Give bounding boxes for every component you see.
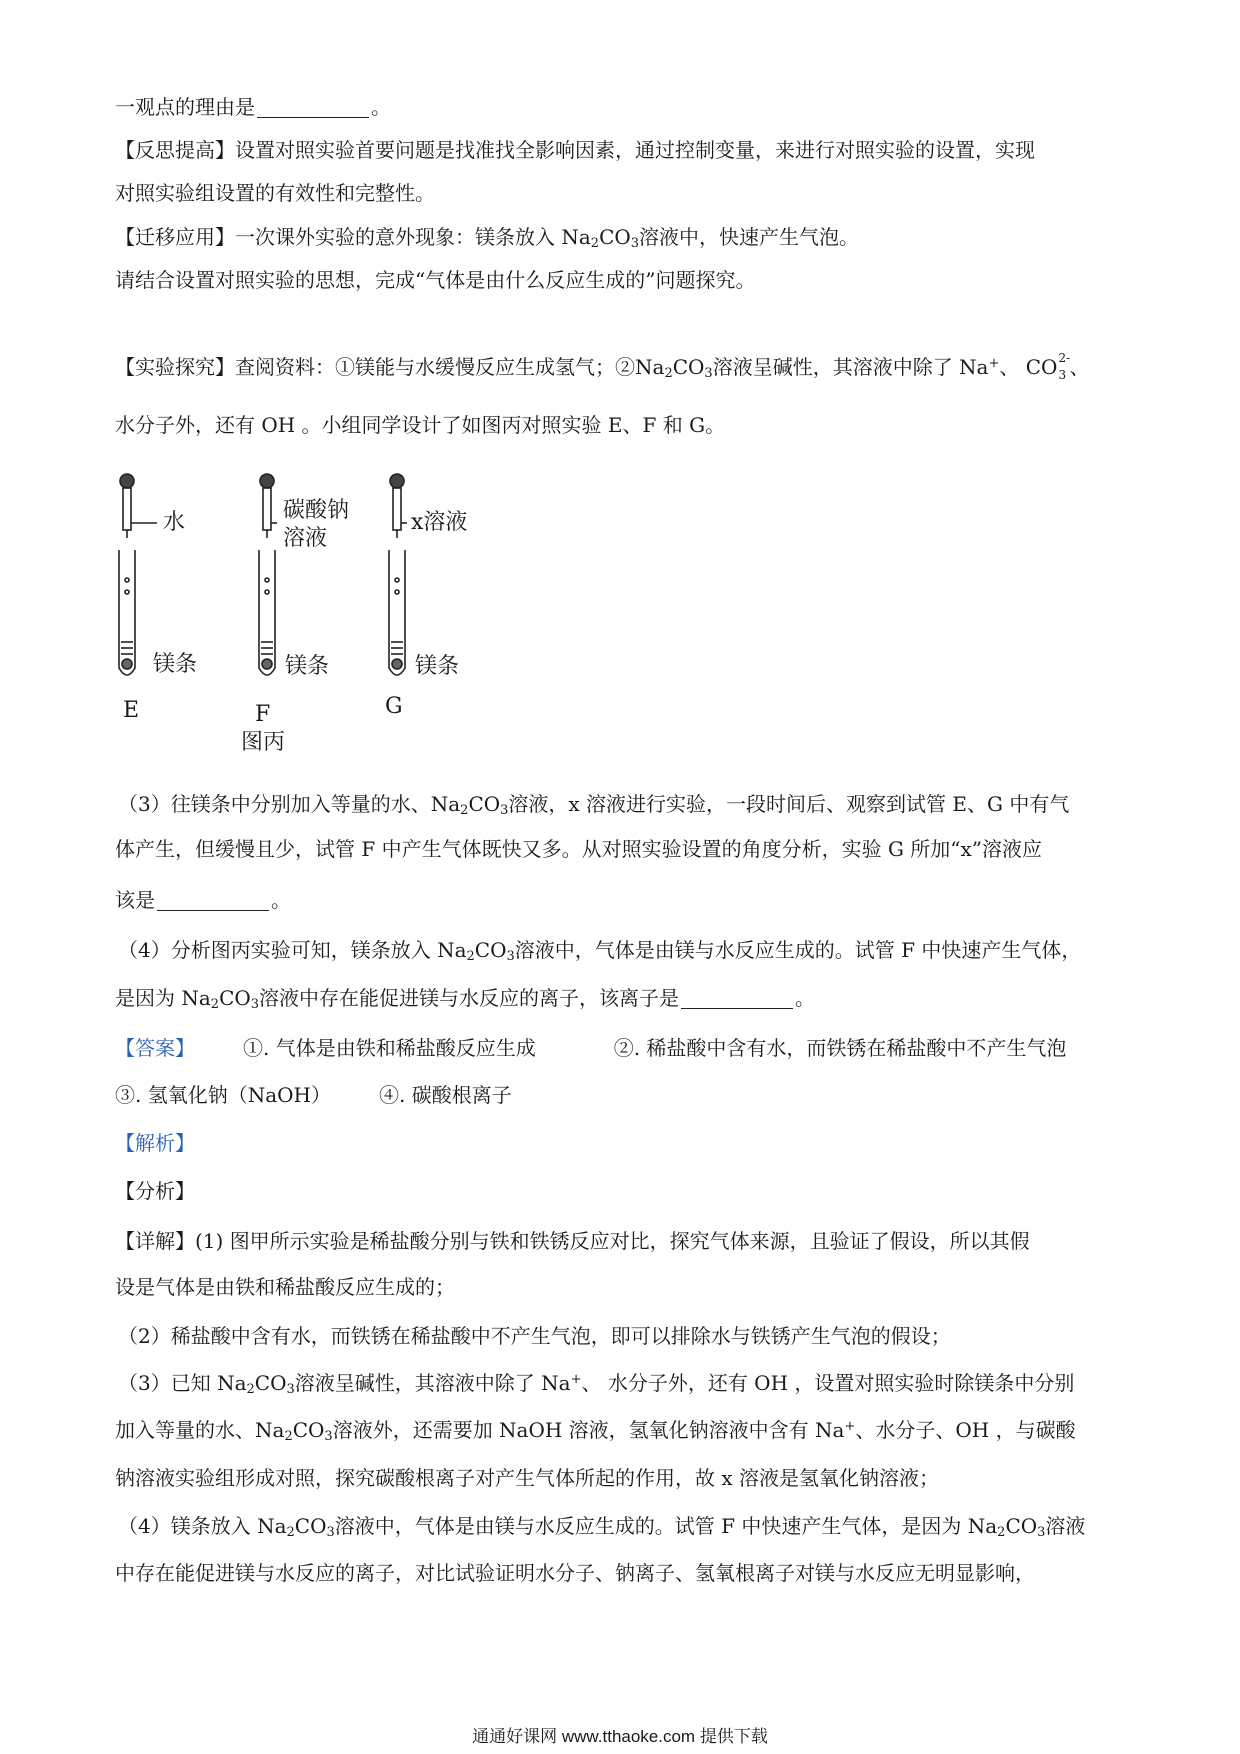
detail-1-cont: 设是气体是由铁和稀盐酸反应生成的； bbox=[115, 1275, 455, 1299]
dropper-e-icon bbox=[120, 474, 157, 538]
paragraph-explore: 【实验探究】查阅资料：①镁能与水缓慢反应生成氢气；$②Na_2CO_3$溶液呈碱性，其溶液中除了 Na+、 CO 2- 3 、 bbox=[115, 351, 1090, 382]
test-tube-g-icon bbox=[389, 550, 405, 675]
answer-line-2: ③. 氢氧化钠（NaOH） ④. 碳酸根离子 bbox=[115, 1083, 512, 1107]
paragraph-reflection: 【反思提高】设置对照实验首要问题是找准找全影响因素，通过控制变量，来进行对照实验的设置，实现 bbox=[115, 138, 1035, 162]
paragraph-transfer: 【迁移应用】一次课外实验的意外现象：镁条放入 $Na_2CO_3$溶液中，快速产生气泡。 bbox=[115, 225, 860, 251]
question-3-blank-line: 该是 。 bbox=[115, 888, 291, 912]
label-sodium-carbonate-2: 溶液 bbox=[283, 526, 328, 551]
detail-3-cont: 加入等量的水、$Na_2CO_3$溶液外，还需要加 NaOH 溶液，氢氧化钠溶液中含有 Na+、水分子、OH ，与碳酸 bbox=[115, 1418, 1076, 1444]
section-label: 【实验探究】 bbox=[115, 355, 235, 379]
question-3: （3）往镁条中分别加入等量的水、$Na_2CO_3$溶液，x 溶液进行实验，一段时间后、观察到试管 E、G 中有气 bbox=[118, 792, 1070, 818]
detail-4: （4）镁条放入 $Na_2CO_3$溶液中，气体是由镁与水反应生成的。试管 F 中快速产生气体，是因为 $Na_2CO_3$溶液 bbox=[118, 1514, 1086, 1540]
test-tube-e-icon bbox=[119, 550, 135, 675]
figure-bing bbox=[115, 468, 535, 768]
answer-line: 【答案】 ①. 气体是由铁和稀盐酸反应生成 ②. 稀盐酸中含有水，而铁锈在稀盐酸中不产生气泡 bbox=[115, 1036, 1067, 1060]
detail-3-cont-2: 钠溶液实验组形成对照，探究碳酸根离子对产生气体所起的作用，故 x 溶液是氢氧化钠溶液； bbox=[115, 1466, 939, 1490]
label-tube-g: G bbox=[385, 694, 403, 719]
section-label: 【详解】 bbox=[115, 1229, 195, 1253]
answer-blank bbox=[681, 986, 793, 1009]
label-mg-e: 镁条 bbox=[153, 652, 198, 677]
label-x-solution: x溶液 bbox=[411, 510, 468, 535]
question-3-cont: 体产生，但缓慢且少，试管 F 中产生气体既快又多。从对照实验设置的角度分析，实验 G 所加“x”溶液应 bbox=[115, 837, 1043, 861]
dropper-f-icon bbox=[260, 474, 277, 538]
label-mg-g: 镁条 bbox=[415, 654, 460, 679]
question-4-cont: 是因为 $Na_2CO_3$溶液中存在能促进镁与水反应的离子，该离子是 。 bbox=[115, 986, 816, 1012]
answer-label: 【答案】 bbox=[115, 1036, 195, 1060]
detail-1: 【详解】(1) 图甲所示实验是稀盐酸分别与铁和铁锈反应对比，探究气体来源，且验证了假设，所以其假 bbox=[115, 1229, 1030, 1253]
label-sodium-carbonate-1: 碳酸钠 bbox=[283, 498, 350, 523]
answer-blank bbox=[257, 95, 369, 118]
test-tube-f-icon bbox=[259, 550, 275, 675]
section-label: 【反思提高】 bbox=[115, 138, 235, 162]
label-water: 水 bbox=[163, 510, 186, 535]
carbonate-ion: CO 2- 3 bbox=[1025, 351, 1071, 382]
paragraph-reason: 一观点的理由是 。 bbox=[115, 95, 391, 119]
paragraph-guide: 请结合设置对照实验的思想，完成“气体是由什么反应生成的”问题探究。 bbox=[115, 268, 756, 292]
paragraph-reflection-cont: 对照实验组设置的有效性和完整性。 bbox=[115, 181, 435, 205]
detail-2: （2）稀盐酸中含有水，而铁锈在稀盐酸中不产生气泡，即可以排除水与铁锈产生气泡的假设； bbox=[118, 1324, 951, 1348]
figure-caption: 图丙 bbox=[241, 730, 286, 755]
detail-3: （3）已知 $Na_2CO_3$溶液呈碱性，其溶液中除了 Na+、 水分子外，还有 OH ，设置对照实验时除镁条中分别 bbox=[118, 1371, 1075, 1397]
dropper-g-icon bbox=[390, 474, 407, 538]
detail-4-cont: 中存在能促进镁与水反应的离子，对比试验证明水分子、钠离子、氢氧根离子对镁与水反应无明显影响， bbox=[115, 1561, 1035, 1585]
question-4: （4）分析图丙实验可知，镁条放入 $Na_2CO_3$溶液中，气体是由镁与水反应生成的。试管 F 中快速产生气体， bbox=[118, 938, 1082, 964]
label-mg-f: 镁条 bbox=[285, 654, 330, 679]
answer-blank bbox=[157, 888, 269, 911]
analysis-heading: 【解析】 bbox=[115, 1131, 195, 1155]
label-tube-f: F bbox=[255, 702, 271, 727]
page-footer: 通通好课网 www.tthaoke.com 提供下载 bbox=[472, 1727, 768, 1746]
paragraph-explore-cont: 水分子外，还有 OH 。小组同学设计了如图丙对照实验 E、F 和 G。 bbox=[115, 413, 726, 437]
label-tube-e: E bbox=[123, 698, 140, 723]
section-label: 【迁移应用】 bbox=[115, 225, 235, 249]
fenxi-heading: 【分析】 bbox=[115, 1179, 195, 1203]
